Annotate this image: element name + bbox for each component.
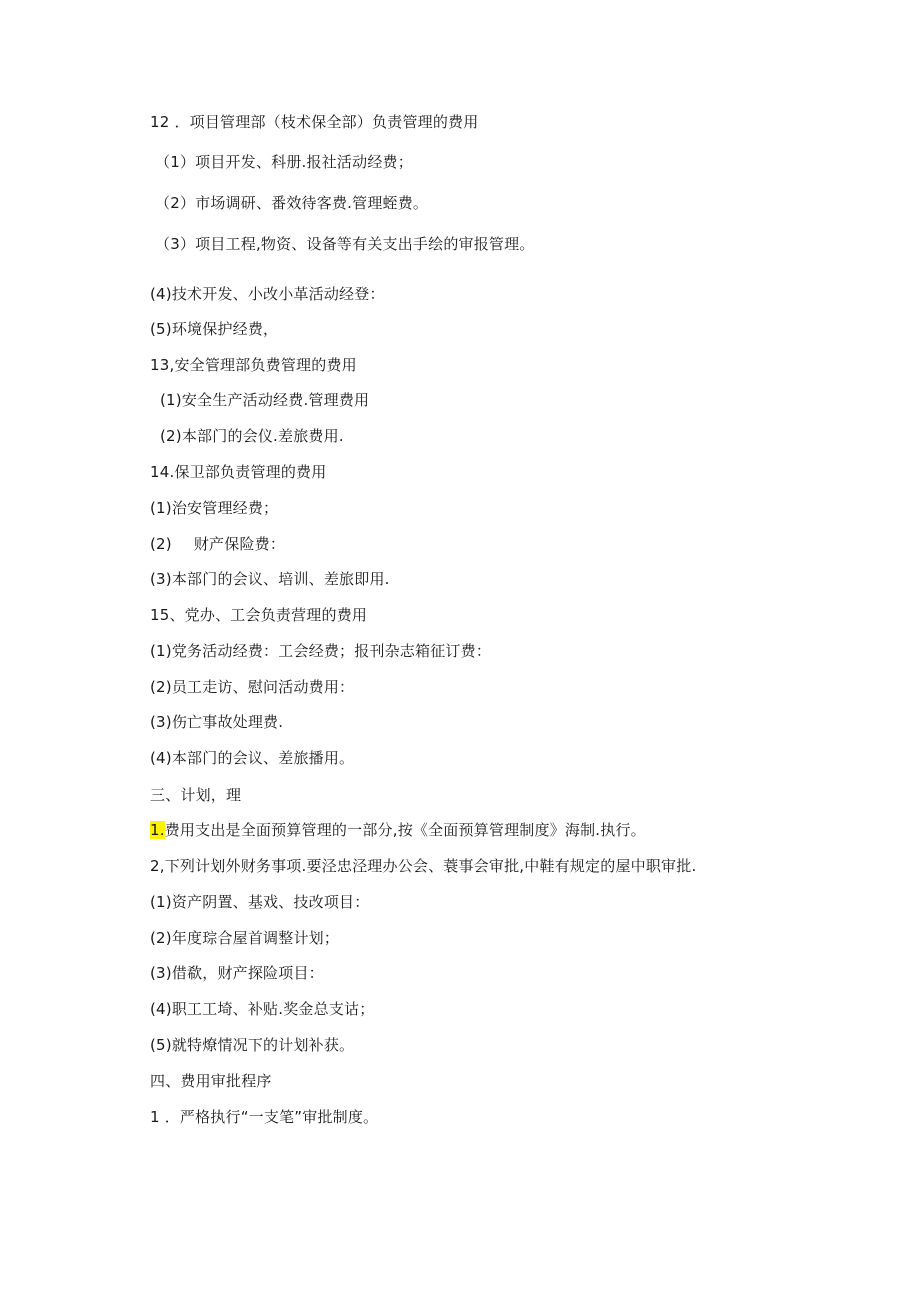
list-item: (3)本部门的会议、培训、差旅即用. — [150, 570, 390, 588]
list-item: (2)员工走访、慰问活动费用： — [150, 678, 355, 696]
list-item: （3）项目工程,物资、设备等有关支出手绘的审报管理。 — [155, 235, 535, 253]
list-item: (1)治安管理经费； — [150, 499, 279, 517]
list-item: (5)就特燎情况下的计划补获。 — [150, 1036, 355, 1054]
list-item: (3)伤亡事故处理费. — [150, 713, 284, 731]
list-item: (2)年度琮合屋首调整计划； — [150, 929, 340, 947]
list-item: (1)安全生产活动经费.管理费用 — [160, 391, 370, 409]
highlighted-number: 1. — [150, 821, 165, 839]
section-4-heading: 四、费用审批程序 — [150, 1072, 272, 1090]
list-item: （2）市场调研、番效待客费.管理蛭费。 — [155, 194, 429, 212]
list-item: (2)本部门的会仪.差旅费用. — [160, 427, 344, 445]
section-15-heading: 15、党办、工会负责营理的费用 — [150, 606, 368, 624]
list-item-text: 费用支出是全面预算管理的一部分,按《全面预算管理制度》海制.执行。 — [164, 821, 646, 839]
list-item-number: (2) — [150, 535, 172, 553]
section-13-heading: 13,安全管理部负费管理的费用 — [150, 356, 357, 374]
list-item — [150, 534, 285, 554]
list-item: (5)环境保护经费， — [150, 320, 279, 338]
list-item: (4)本部门的会议、差旅播用。 — [150, 749, 355, 767]
list-item: 1 ．严格执行“一支笔”审批制度。 — [150, 1108, 379, 1126]
section-14-heading: 14.保卫部负责管理的费用 — [150, 463, 327, 481]
list-item — [150, 820, 646, 840]
list-item-text: 财产保险费： — [193, 535, 286, 553]
list-item: (3)借欷，财产探险项目： — [150, 964, 324, 982]
section-12-heading: 12 ．项目管理部（枝术保全部）负责管理的费用 — [150, 113, 479, 131]
list-item: (4)技术开发、小改小革活动经登： — [150, 285, 385, 303]
section-3-heading: 三、计划，理 — [150, 786, 242, 804]
list-item: (4)职工工埼、补贴.奖金总支诂； — [150, 1000, 375, 1018]
list-item: （1）项目开发、科册.报社活动经费； — [155, 153, 413, 171]
list-item: 2,下列计划外财务事项.要泾忠泾理办公会、蓑事会审批,中鞋有规定的屋中职审批. — [150, 857, 697, 875]
list-item: (1)资产阴置、基戏、技改项目： — [150, 893, 370, 911]
list-item: (1)党务活动经费：工会经费；报刊杂志箱征订费： — [150, 642, 492, 660]
